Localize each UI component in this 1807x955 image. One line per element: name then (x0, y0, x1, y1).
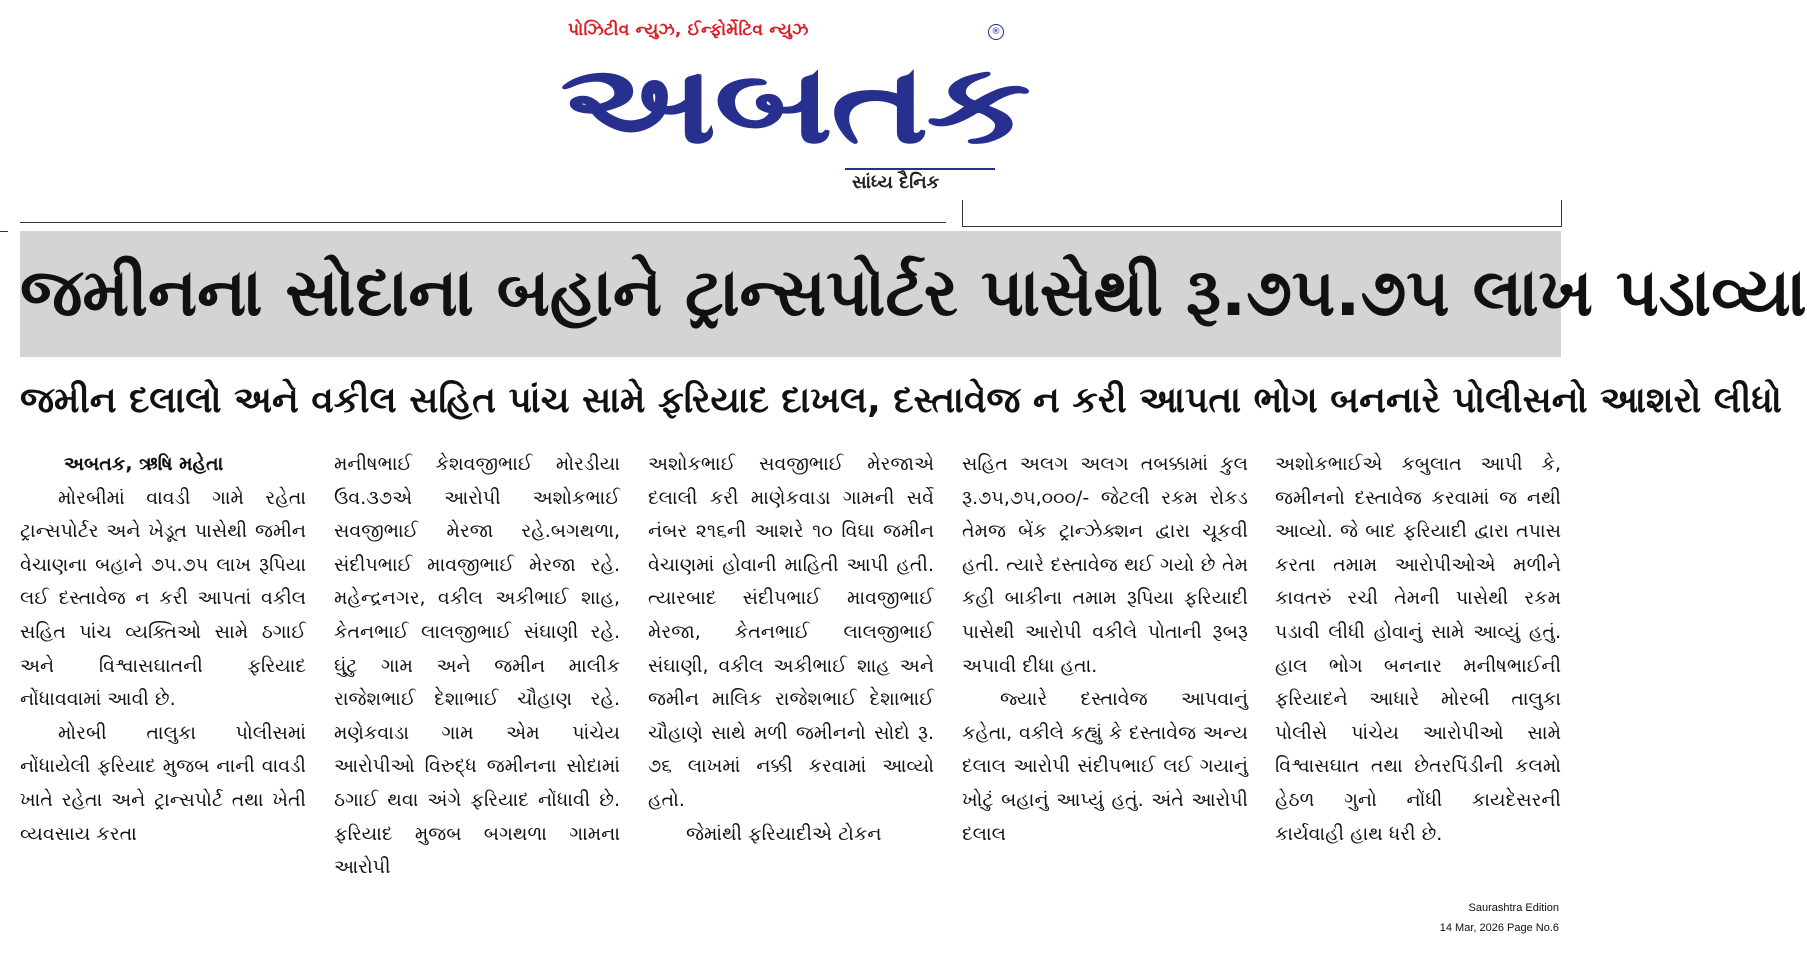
article-column-2 (334, 448, 620, 896)
headline: જમીનના સોદાના બહાને ટ્રાન્સપોર્ટર પાસેથી રૂ.૭૫.૭૫ લાખ પડાવ્યા (20, 254, 1807, 331)
masthead-tagline: પોઝિટીવ ન્યુઝ, ઈન્ફોર્મેટિવ ન્યુઝ (568, 20, 809, 40)
paragraph: મોરબી તાલુકા પોલીસમાં નોંધાયેલી ફરિયાદ મુજબ નાની વાવડી ખાતે રહેતા અને ટ્રાન્સપોર્ટ તથા ખેતી વ્યવસાય કરતા (20, 721, 306, 845)
article-column-4 (962, 448, 1248, 896)
edition-name: Saurashtra Edition (1468, 902, 1559, 914)
top-rule (20, 222, 946, 223)
headline-banner (20, 231, 1807, 357)
edition-info (1440, 898, 1559, 938)
paragraph: મનીષભાઈ કેશવજીભાઈ મોરડીયા ઉવ.૩૭એ આરોપી અશોકભાઈ સવજીભાઈ મેરજા રહે.બગથળા, સંદીપભાઈ માવજીભાઈ મેરજા રહે. મહેન્દ્રનગર, વકીલ અકીભાઈ શાહ, કેતનભાઈ લાલજીભાઈ સંઘાણી રહે. ઘુંટુ ગામ અને જમીન માલીક રાજેશભાઈ દેશાભાઈ ચૌહાણ રહે. મણેકવાડા ગામ એમ પાંચેય આરોપીઓ વિરુદ્ધ જમીનના સોદામાં ઠગાઈ થવા અંગે ફરિયાદ નોંધાવી છે. ફરિયાદ મુજબ બગથળા ગામના આરોપી (334, 453, 620, 879)
newspaper-logo: અબતક (560, 40, 1029, 168)
paragraph: મોરબીમાં વાવડી ગામે રહેતા ટ્રાન્સપોર્ટર અને ખેડૂત પાસેથી જમીન વેચાણના બહાને ૭૫.૭૫ લાખ રૂપિયા લઈ દસ્તાવેજ ન કરી આપતાં વકીલ સહિત પાંચ વ્યક્તિઓ સામે ઠગાઈ અને વિશ્વાસઘાતની ફરિયાદ નોંધાવવામાં આવી છે. (20, 486, 306, 711)
registered-mark-icon: ® (988, 24, 1004, 40)
paragraph: સહિત અલગ અલગ તબક્કામાં કુલ રૂ.૭૫,૭૫,૦૦૦/- જેટલી રકમ રોકડ તેમજ બેંક ટ્રાન્ઝેક્શન દ્વારા ચૂકવી હતી. ત્યારે દસ્તાવેજ થઈ ગયો છે તેમ કહી બાકીના તમામ રૂપિયા ફરિયાદી પાસેથી આરોપી વકીલે પોતાની રૂબરૂ અપાવી દીધા હતા. (962, 453, 1248, 677)
paragraph: જેમાંથી ફરિયાદીએ ટોકન (686, 822, 882, 845)
paragraph: અશોકભાઈએ કબુલાત આપી કે, જમીનનો દસ્તાવેજ કરવામાં જ નથી આવ્યો. જે બાદ ફરિયાદી દ્વારા તપાસ કરતા તમામ આરોપીઓએ મળીને કાવતરું રચી તેમની પાસેથી રકમ પડાવી લીધી હોવાનું સામે આવ્યું હતું. હાલ ભોગ બનનાર મનીષભાઈની ફરિયાદને આધારે મોરબી તાલુકા પોલીસે પાંચેય આરોપીઓ સામે વિશ્વાસઘાત તથા છેતરપિંડીની કલમો હેઠળ ગુનો નોંધી કાયદેસરની કાર્યવાહી હાથ ધરી છે. (1275, 453, 1561, 845)
masthead-divider (845, 168, 995, 170)
article-column-3 (648, 448, 934, 896)
byline: અબતક, ઋષિ મહેતા (64, 453, 224, 475)
date-page: 14 Mar, 2026 Page No.6 (1439, 922, 1559, 934)
subheadline: જમીન દલાલો અને વકીલ સહિત પાંચ સામે ફરિયાદ દાખલ, દસ્તાવેજ ન કરી આપતા ભોગ બનનારે પોલીસનો આશરો લીધો (20, 380, 1782, 421)
paragraph: અશોકભાઈ સવજીભાઈ મેરજાએ દલાલી કરી માણેકવાડા ગામની સર્વે નંબર ૨૧૬ની આશરે ૧૦ વિઘા જમીન વેચાણમાં હોવાની માહિતી આપી હતી. ત્યારબાદ સંદીપભાઈ માવજીભાઈ મેરજા, કેતનભાઈ લાલજીભાઈ સંઘાણી, વકીલ અકીભાઈ શાહ અને જમીન માલિક રાજેશભાઈ દેશાભાઈ ચૌહાણે સાથે મળી જમીનનો સોદો રૂ. ૭૬ લાખમાં નક્કી કરવામાં આવ્યો હતો. (648, 453, 934, 811)
article-column-5 (1275, 448, 1561, 896)
article-column-1 (20, 448, 306, 896)
adjacent-article-border (962, 200, 1562, 227)
paragraph: જ્યારે દસ્તાવેજ આપવાનું કહેતા, વકીલે કહ્યું કે દસ્તાવેજ અન્ય દલાલ આરોપી સંદીપભાઈ લઈ ગયાનું ખોટું બહાનું આપ્યું હતું. અંતે આરોપી દલાલ (962, 688, 1248, 845)
masthead-subtitle: સાંધ્ય દૈનિક (852, 172, 940, 193)
crop-mark (0, 231, 8, 232)
masthead (560, 14, 1029, 204)
